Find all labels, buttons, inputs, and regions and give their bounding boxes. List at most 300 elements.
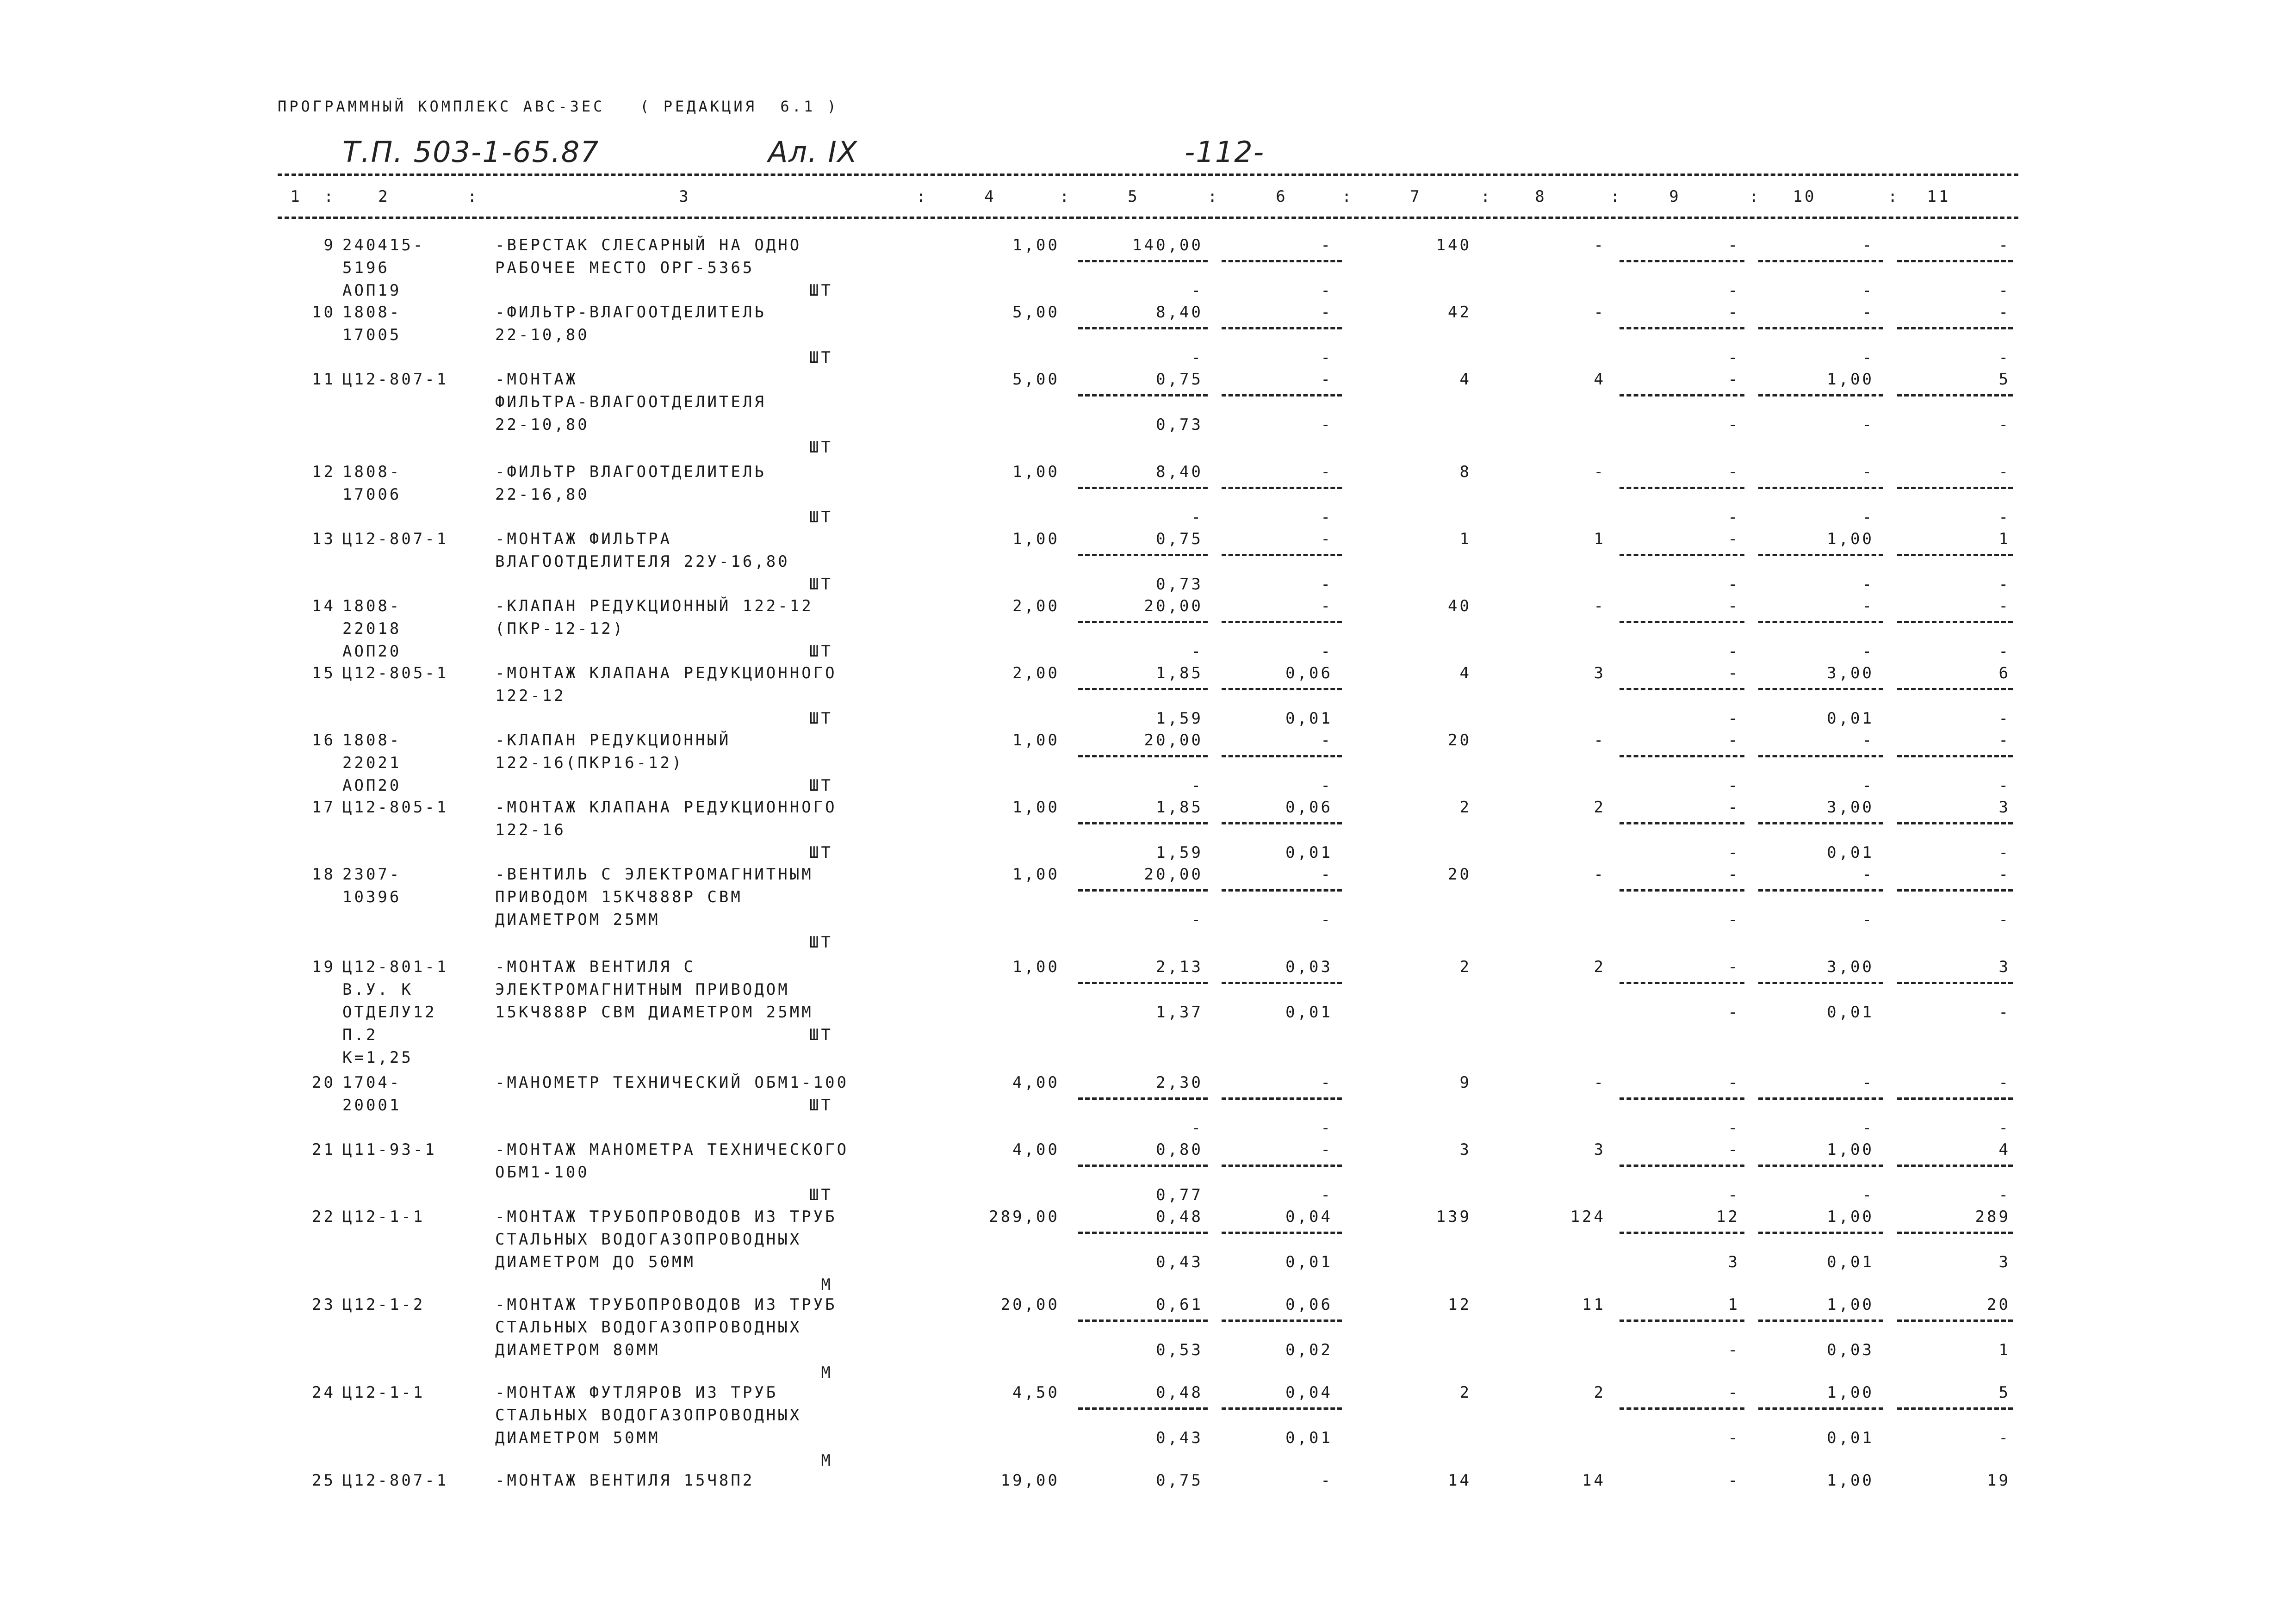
labor-unit-value: - bbox=[1862, 731, 1874, 750]
labor-total-value: - bbox=[1998, 709, 2011, 728]
machine-cost-value: 0,01 bbox=[1285, 1003, 1333, 1022]
wages-value: 3 bbox=[1594, 1140, 1606, 1159]
row-divider bbox=[1222, 554, 1342, 556]
total-cost-value: 140 bbox=[1436, 236, 1471, 254]
unit-cost-value: 2,13 bbox=[1156, 958, 1203, 976]
wages-value: - bbox=[1594, 236, 1606, 254]
row-divider bbox=[1758, 621, 1883, 623]
machine-total-value: - bbox=[1728, 1073, 1740, 1092]
machine-cost-value: - bbox=[1321, 1073, 1333, 1092]
total-cost-value: 139 bbox=[1436, 1208, 1471, 1226]
column-number: 2 bbox=[378, 187, 390, 206]
row-number: 13 bbox=[312, 530, 335, 548]
resource-code: 1808- bbox=[342, 597, 402, 615]
row-divider bbox=[1897, 889, 2013, 892]
description-line: -КЛАПАН РЕДУКЦИОННЫЙ bbox=[495, 731, 731, 750]
labor-unit-value: 1,00 bbox=[1827, 1295, 1874, 1314]
description-line: -ФИЛЬТР ВЛАГООТДЕЛИТЕЛЬ bbox=[495, 463, 766, 481]
total-cost-value: 2 bbox=[1459, 958, 1471, 976]
resource-code: 2307- bbox=[342, 865, 402, 884]
description-line: РАБОЧЕЕ МЕСТО ОРГ-5365 bbox=[495, 259, 755, 277]
wages-value: 2 bbox=[1594, 798, 1606, 817]
row-divider bbox=[1620, 394, 1744, 396]
labor-total-value: 3 bbox=[1998, 798, 2011, 817]
doc-code: Т.П. 503-1-65.87 bbox=[342, 135, 600, 169]
labor-total-value: 3 bbox=[1998, 1253, 2011, 1271]
machine-total-value: - bbox=[1728, 664, 1740, 682]
resource-code: К=1,25 bbox=[342, 1048, 413, 1067]
resource-code: Ц12-807-1 bbox=[342, 530, 449, 548]
row-divider bbox=[1758, 327, 1883, 329]
labor-unit-value: 1,00 bbox=[1827, 1471, 1874, 1490]
unit-cost-value: 1,59 bbox=[1156, 843, 1203, 862]
description-line: 22-10,80 bbox=[495, 415, 590, 434]
row-number: 15 bbox=[312, 664, 335, 682]
row-number: 24 bbox=[312, 1383, 335, 1402]
machine-total-value: - bbox=[1728, 575, 1740, 594]
row-divider bbox=[1758, 889, 1883, 892]
machine-cost-value: - bbox=[1321, 911, 1333, 929]
unit-label: ШТ bbox=[809, 508, 833, 527]
machine-total-value: - bbox=[1728, 370, 1740, 389]
row-divider bbox=[1897, 1319, 2013, 1322]
unit-cost-value: 2,30 bbox=[1156, 1073, 1203, 1092]
description-line: -МОНТАЖ МАНОМЕТРА ТЕХНИЧЕСКОГО bbox=[495, 1140, 849, 1159]
row-divider bbox=[1897, 327, 2013, 329]
labor-total-value: 4 bbox=[1998, 1140, 2011, 1159]
total-cost-value: 20 bbox=[1448, 865, 1471, 884]
labor-total-value: - bbox=[1998, 463, 2011, 481]
unit-label: ШТ bbox=[809, 776, 833, 795]
machine-cost-value: - bbox=[1321, 1186, 1333, 1204]
machine-cost-value: 0,06 bbox=[1285, 664, 1333, 682]
unit-cost-value: 0,43 bbox=[1156, 1429, 1203, 1447]
labor-unit-value: 0,01 bbox=[1827, 709, 1874, 728]
description-line: -МОНТАЖ ТРУБОПРОВОДОВ ИЗ ТРУБ bbox=[495, 1208, 837, 1226]
unit-cost-value: 0,73 bbox=[1156, 415, 1203, 434]
row-divider bbox=[1758, 688, 1883, 690]
labor-total-value: - bbox=[1998, 843, 2011, 862]
description-line: ВЛАГООТДЕЛИТЕЛЯ 22У-16,80 bbox=[495, 552, 790, 571]
quantity-value: 1,00 bbox=[1012, 530, 1060, 548]
resource-code: 22021 bbox=[342, 754, 402, 772]
description-line: -МОНТАЖ ТРУБОПРОВОДОВ ИЗ ТРУБ bbox=[495, 1295, 837, 1314]
machine-total-value: - bbox=[1728, 1003, 1740, 1022]
quantity-value: 4,00 bbox=[1012, 1140, 1060, 1159]
labor-unit-value: 0,03 bbox=[1827, 1341, 1874, 1359]
machine-total-value: 1 bbox=[1728, 1295, 1740, 1314]
column-number: 8 bbox=[1535, 187, 1547, 206]
row-divider bbox=[1897, 487, 2013, 489]
row-divider bbox=[1620, 755, 1744, 757]
column-number: 9 bbox=[1669, 187, 1681, 206]
column-separator: : bbox=[1060, 187, 1072, 206]
row-number: 18 bbox=[312, 865, 335, 884]
total-cost-value: 2 bbox=[1459, 798, 1471, 817]
unit-cost-value: 0,75 bbox=[1156, 530, 1203, 548]
row-divider bbox=[1897, 554, 2013, 556]
unit-cost-value: 0,80 bbox=[1156, 1140, 1203, 1159]
row-number: 9 bbox=[323, 236, 335, 254]
unit-label: ШТ bbox=[809, 281, 833, 300]
wages-value: 11 bbox=[1582, 1295, 1606, 1314]
row-divider bbox=[1620, 1319, 1744, 1322]
description-line: -МОНТАЖ КЛАПАНА РЕДУКЦИОННОГО bbox=[495, 664, 837, 682]
column-number: 11 bbox=[1927, 187, 1951, 206]
wages-value: 1 bbox=[1594, 530, 1606, 548]
labor-total-value: - bbox=[1998, 911, 2011, 929]
resource-code: 1808- bbox=[342, 463, 402, 481]
machine-total-value: - bbox=[1728, 911, 1740, 929]
row-divider bbox=[1078, 621, 1208, 623]
resource-code: ОТДЕЛУ12 bbox=[342, 1003, 437, 1022]
row-divider bbox=[1620, 822, 1744, 824]
labor-total-value: - bbox=[1998, 348, 2011, 367]
unit-cost-value: 0,48 bbox=[1156, 1208, 1203, 1226]
labor-unit-value: - bbox=[1862, 642, 1874, 661]
resource-code: 240415- bbox=[342, 236, 425, 254]
row-divider bbox=[1758, 394, 1883, 396]
labor-unit-value: - bbox=[1862, 281, 1874, 300]
unit-label: ШТ bbox=[809, 933, 833, 952]
quantity-value: 5,00 bbox=[1012, 370, 1060, 389]
quantity-value: 4,50 bbox=[1012, 1383, 1060, 1402]
row-number: 19 bbox=[312, 958, 335, 976]
unit-label: ШТ bbox=[809, 1096, 833, 1115]
labor-unit-value: 1,00 bbox=[1827, 370, 1874, 389]
unit-label: ШТ bbox=[809, 709, 833, 728]
unit-cost-value: 0,61 bbox=[1156, 1295, 1203, 1314]
machine-total-value: - bbox=[1728, 1186, 1740, 1204]
page-number: -112- bbox=[1185, 135, 1265, 169]
quantity-value: 1,00 bbox=[1012, 236, 1060, 254]
machine-total-value: - bbox=[1728, 709, 1740, 728]
labor-unit-value: - bbox=[1862, 236, 1874, 254]
column-separator: : bbox=[1481, 187, 1493, 206]
row-divider bbox=[1078, 327, 1208, 329]
resource-code: 5196 bbox=[342, 259, 390, 277]
row-divider bbox=[1897, 1097, 2013, 1100]
row-divider bbox=[1758, 1319, 1883, 1322]
unit-label: ШТ bbox=[809, 642, 833, 661]
unit-cost-value: 0,73 bbox=[1156, 575, 1203, 594]
total-cost-value: 14 bbox=[1448, 1471, 1471, 1490]
unit-label: М bbox=[821, 1276, 833, 1294]
description-line: ФИЛЬТРА-ВЛАГООТДЕЛИТЕЛЯ bbox=[495, 393, 766, 411]
column-separator: : bbox=[1888, 187, 1900, 206]
description-line: ДИАМЕТРОМ ДО 50ММ bbox=[495, 1253, 695, 1271]
row-divider bbox=[1222, 621, 1342, 623]
labor-total-value: - bbox=[1998, 731, 2011, 750]
row-divider bbox=[1078, 1319, 1208, 1322]
row-divider bbox=[1758, 1165, 1883, 1167]
machine-cost-value: - bbox=[1321, 1119, 1333, 1137]
machine-cost-value: - bbox=[1321, 642, 1333, 661]
row-divider bbox=[1758, 1407, 1883, 1410]
machine-total-value: - bbox=[1728, 731, 1740, 750]
header-rule-top bbox=[278, 173, 2018, 176]
header-rule-bottom bbox=[278, 217, 2018, 219]
machine-total-value: - bbox=[1728, 530, 1740, 548]
labor-total-value: 20 bbox=[1987, 1295, 2011, 1314]
unit-label: ШТ bbox=[809, 575, 833, 594]
row-number: 11 bbox=[312, 370, 335, 389]
row-divider bbox=[1222, 889, 1342, 892]
wages-value: - bbox=[1594, 463, 1606, 481]
machine-total-value: - bbox=[1728, 776, 1740, 795]
description-line: СТАЛЬНЫХ ВОДОГАЗОПРОВОДНЫХ bbox=[495, 1318, 802, 1337]
row-divider bbox=[1078, 1097, 1208, 1100]
labor-total-value: 1 bbox=[1998, 1341, 2011, 1359]
row-divider bbox=[1222, 1165, 1342, 1167]
wages-value: 4 bbox=[1594, 370, 1606, 389]
machine-total-value: - bbox=[1728, 1383, 1740, 1402]
description-line: 122-12 bbox=[495, 687, 566, 705]
description-line: ПРИВОДОМ 15КЧ888Р СВМ bbox=[495, 888, 743, 906]
row-number: 16 bbox=[312, 731, 335, 750]
unit-cost-value: 0,77 bbox=[1156, 1186, 1203, 1204]
wages-value: 3 bbox=[1594, 664, 1606, 682]
resource-code: Ц12-805-1 bbox=[342, 798, 449, 817]
wages-value: - bbox=[1594, 731, 1606, 750]
row-divider bbox=[1758, 1097, 1883, 1100]
unit-cost-value: 0,53 bbox=[1156, 1341, 1203, 1359]
labor-total-value: 3 bbox=[1998, 958, 2011, 976]
unit-cost-value: - bbox=[1191, 776, 1203, 795]
description-line: ДИАМЕТРОМ 50ММ bbox=[495, 1429, 660, 1447]
labor-unit-value: - bbox=[1862, 911, 1874, 929]
row-divider bbox=[1620, 688, 1744, 690]
total-cost-value: 4 bbox=[1459, 664, 1471, 682]
unit-cost-value: 1,85 bbox=[1156, 798, 1203, 817]
labor-unit-value: - bbox=[1862, 508, 1874, 527]
row-divider bbox=[1078, 1232, 1208, 1234]
wages-value: - bbox=[1594, 597, 1606, 615]
unit-cost-value: 1,85 bbox=[1156, 664, 1203, 682]
machine-cost-value: - bbox=[1321, 508, 1333, 527]
machine-total-value: - bbox=[1728, 415, 1740, 434]
unit-label: ШТ bbox=[809, 438, 833, 457]
machine-cost-value: 0,06 bbox=[1285, 1295, 1333, 1314]
description-line: -МОНТАЖ ВЕНТИЛЯ 15Ч8П2 bbox=[495, 1471, 755, 1490]
row-divider bbox=[1222, 1407, 1342, 1410]
resource-code: Ц12-1-1 bbox=[342, 1208, 425, 1226]
labor-total-value: - bbox=[1998, 1429, 2011, 1447]
unit-cost-value: 0,75 bbox=[1156, 1471, 1203, 1490]
resource-code: Ц12-1-1 bbox=[342, 1383, 425, 1402]
labor-total-value: 5 bbox=[1998, 1383, 2011, 1402]
resource-code: Ц12-805-1 bbox=[342, 664, 449, 682]
unit-label: ШТ bbox=[809, 1186, 833, 1204]
unit-label: ШТ bbox=[809, 843, 833, 862]
row-divider bbox=[1078, 688, 1208, 690]
row-divider bbox=[1222, 1319, 1342, 1322]
row-divider bbox=[1222, 1097, 1342, 1100]
quantity-value: 1,00 bbox=[1012, 463, 1060, 481]
wages-value: - bbox=[1594, 303, 1606, 322]
resource-code: 17005 bbox=[342, 326, 402, 344]
labor-total-value: - bbox=[1998, 281, 2011, 300]
row-divider bbox=[1758, 755, 1883, 757]
labor-unit-value: 0,01 bbox=[1827, 1253, 1874, 1271]
machine-total-value: - bbox=[1728, 1429, 1740, 1447]
resource-code: Ц12-801-1 bbox=[342, 958, 449, 976]
resource-code: 10396 bbox=[342, 888, 402, 906]
unit-cost-value: 8,40 bbox=[1156, 303, 1203, 322]
total-cost-value: 12 bbox=[1448, 1295, 1471, 1314]
row-divider bbox=[1222, 260, 1342, 262]
unit-cost-value: 8,40 bbox=[1156, 463, 1203, 481]
labor-unit-value: - bbox=[1862, 1119, 1874, 1137]
description-line: ДИАМЕТРОМ 25ММ bbox=[495, 911, 660, 929]
machine-total-value: - bbox=[1728, 1341, 1740, 1359]
column-number: 10 bbox=[1793, 187, 1817, 206]
unit-cost-value: 1,37 bbox=[1156, 1003, 1203, 1022]
quantity-value: 1,00 bbox=[1012, 731, 1060, 750]
labor-total-value: - bbox=[1998, 236, 2011, 254]
machine-total-value: - bbox=[1728, 1140, 1740, 1159]
labor-total-value: - bbox=[1998, 508, 2011, 527]
labor-unit-value: 3,00 bbox=[1827, 664, 1874, 682]
row-divider bbox=[1758, 982, 1883, 984]
labor-total-value: 19 bbox=[1987, 1471, 2011, 1490]
machine-cost-value: - bbox=[1321, 1471, 1333, 1490]
machine-cost-value: - bbox=[1321, 1140, 1333, 1159]
row-divider bbox=[1758, 1232, 1883, 1234]
machine-cost-value: 0,01 bbox=[1285, 843, 1333, 862]
row-number: 10 bbox=[312, 303, 335, 322]
description-line: 122-16 bbox=[495, 821, 566, 839]
wages-value: - bbox=[1594, 865, 1606, 884]
machine-total-value: 3 bbox=[1728, 1253, 1740, 1271]
labor-unit-value: 1,00 bbox=[1827, 530, 1874, 548]
description-line: -ВЕРСТАК СЛЕСАРНЫЙ НА ОДНО bbox=[495, 236, 802, 254]
unit-cost-value: - bbox=[1191, 281, 1203, 300]
row-divider bbox=[1222, 1232, 1342, 1234]
labor-total-value: - bbox=[1998, 1186, 2011, 1204]
description-line: ДИАМЕТРОМ 80ММ bbox=[495, 1341, 660, 1359]
unit-label: ШТ bbox=[809, 348, 833, 367]
row-divider bbox=[1078, 394, 1208, 396]
labor-unit-value: 3,00 bbox=[1827, 958, 1874, 976]
quantity-value: 5,00 bbox=[1012, 303, 1060, 322]
labor-unit-value: - bbox=[1862, 348, 1874, 367]
resource-code: Ц12-1-2 bbox=[342, 1295, 425, 1314]
machine-cost-value: - bbox=[1321, 731, 1333, 750]
column-separator: : bbox=[1610, 187, 1622, 206]
machine-cost-value: - bbox=[1321, 415, 1333, 434]
machine-total-value: - bbox=[1728, 958, 1740, 976]
unit-cost-value: - bbox=[1191, 642, 1203, 661]
row-divider bbox=[1897, 822, 2013, 824]
machine-cost-value: - bbox=[1321, 303, 1333, 322]
labor-total-value: - bbox=[1998, 776, 2011, 795]
machine-total-value: - bbox=[1728, 1471, 1740, 1490]
labor-total-value: - bbox=[1998, 642, 2011, 661]
row-divider bbox=[1078, 487, 1208, 489]
labor-unit-value: - bbox=[1862, 597, 1874, 615]
column-number: 1 bbox=[290, 187, 302, 206]
row-divider bbox=[1078, 889, 1208, 892]
machine-cost-value: - bbox=[1321, 236, 1333, 254]
resource-code: 1704- bbox=[342, 1073, 402, 1092]
column-number: 3 bbox=[679, 187, 691, 206]
description-line: -МОНТАЖ ВЕНТИЛЯ С bbox=[495, 958, 695, 976]
machine-cost-value: 0,02 bbox=[1285, 1341, 1333, 1359]
quantity-value: 4,00 bbox=[1012, 1073, 1060, 1092]
description-line: -МОНТАЖ ФИЛЬТРА bbox=[495, 530, 672, 548]
row-divider bbox=[1078, 260, 1208, 262]
total-cost-value: 40 bbox=[1448, 597, 1471, 615]
labor-total-value: - bbox=[1998, 415, 2011, 434]
quantity-value: 1,00 bbox=[1012, 865, 1060, 884]
machine-cost-value: - bbox=[1321, 776, 1333, 795]
program-title: ПРОГРАММНЫЙ КОМПЛЕКС АВС-ЗЕС ( РЕДАКЦИЯ 6.1 ) bbox=[278, 98, 839, 115]
description-line: -ВЕНТИЛЬ С ЭЛЕКТРОМАГНИТНЫМ bbox=[495, 865, 813, 884]
labor-total-value: 6 bbox=[1998, 664, 2011, 682]
column-number: 5 bbox=[1128, 187, 1140, 206]
labor-unit-value: - bbox=[1862, 1186, 1874, 1204]
machine-cost-value: - bbox=[1321, 348, 1333, 367]
resource-code: 17006 bbox=[342, 485, 402, 504]
machine-cost-value: 0,03 bbox=[1285, 958, 1333, 976]
row-divider bbox=[1620, 487, 1744, 489]
row-number: 21 bbox=[312, 1140, 335, 1159]
description-line: СТАЛЬНЫХ ВОДОГАЗОПРОВОДНЫХ bbox=[495, 1406, 802, 1425]
row-divider bbox=[1897, 755, 2013, 757]
resource-code: П.2 bbox=[342, 1026, 378, 1044]
row-number: 23 bbox=[312, 1295, 335, 1314]
machine-cost-value: 0,01 bbox=[1285, 1253, 1333, 1271]
total-cost-value: 4 bbox=[1459, 370, 1471, 389]
resource-code: АОП20 bbox=[342, 776, 402, 795]
column-separator: : bbox=[1208, 187, 1220, 206]
unit-cost-value: 0,75 bbox=[1156, 370, 1203, 389]
labor-unit-value: 1,00 bbox=[1827, 1140, 1874, 1159]
quantity-value: 1,00 bbox=[1012, 958, 1060, 976]
machine-total-value: - bbox=[1728, 348, 1740, 367]
row-divider bbox=[1620, 982, 1744, 984]
column-separator: : bbox=[916, 187, 928, 206]
total-cost-value: 3 bbox=[1459, 1140, 1471, 1159]
resource-code: Ц12-807-1 bbox=[342, 1471, 449, 1490]
row-divider bbox=[1897, 621, 2013, 623]
total-cost-value: 2 bbox=[1459, 1383, 1471, 1402]
resource-code: Ц12-807-1 bbox=[342, 370, 449, 389]
row-divider bbox=[1222, 755, 1342, 757]
quantity-value: 2,00 bbox=[1012, 597, 1060, 615]
unit-cost-value: - bbox=[1191, 1119, 1203, 1137]
description-line: 122-16(ПКР16-12) bbox=[495, 754, 684, 772]
resource-code: В.У. К bbox=[342, 980, 413, 999]
resource-code: АОП20 bbox=[342, 642, 402, 661]
resource-code: 1808- bbox=[342, 731, 402, 750]
unit-label: М bbox=[821, 1451, 833, 1470]
row-divider bbox=[1897, 1165, 2013, 1167]
unit-cost-value: 1,59 bbox=[1156, 709, 1203, 728]
labor-unit-value: 3,00 bbox=[1827, 798, 1874, 817]
row-divider bbox=[1897, 688, 2013, 690]
machine-cost-value: - bbox=[1321, 463, 1333, 481]
column-separator: : bbox=[324, 187, 336, 206]
machine-cost-value: 0,01 bbox=[1285, 1429, 1333, 1447]
row-divider bbox=[1078, 755, 1208, 757]
row-divider bbox=[1620, 621, 1744, 623]
machine-cost-value: 0,01 bbox=[1285, 709, 1333, 728]
machine-cost-value: 0,06 bbox=[1285, 798, 1333, 817]
row-divider bbox=[1078, 554, 1208, 556]
labor-total-value: 5 bbox=[1998, 370, 2011, 389]
